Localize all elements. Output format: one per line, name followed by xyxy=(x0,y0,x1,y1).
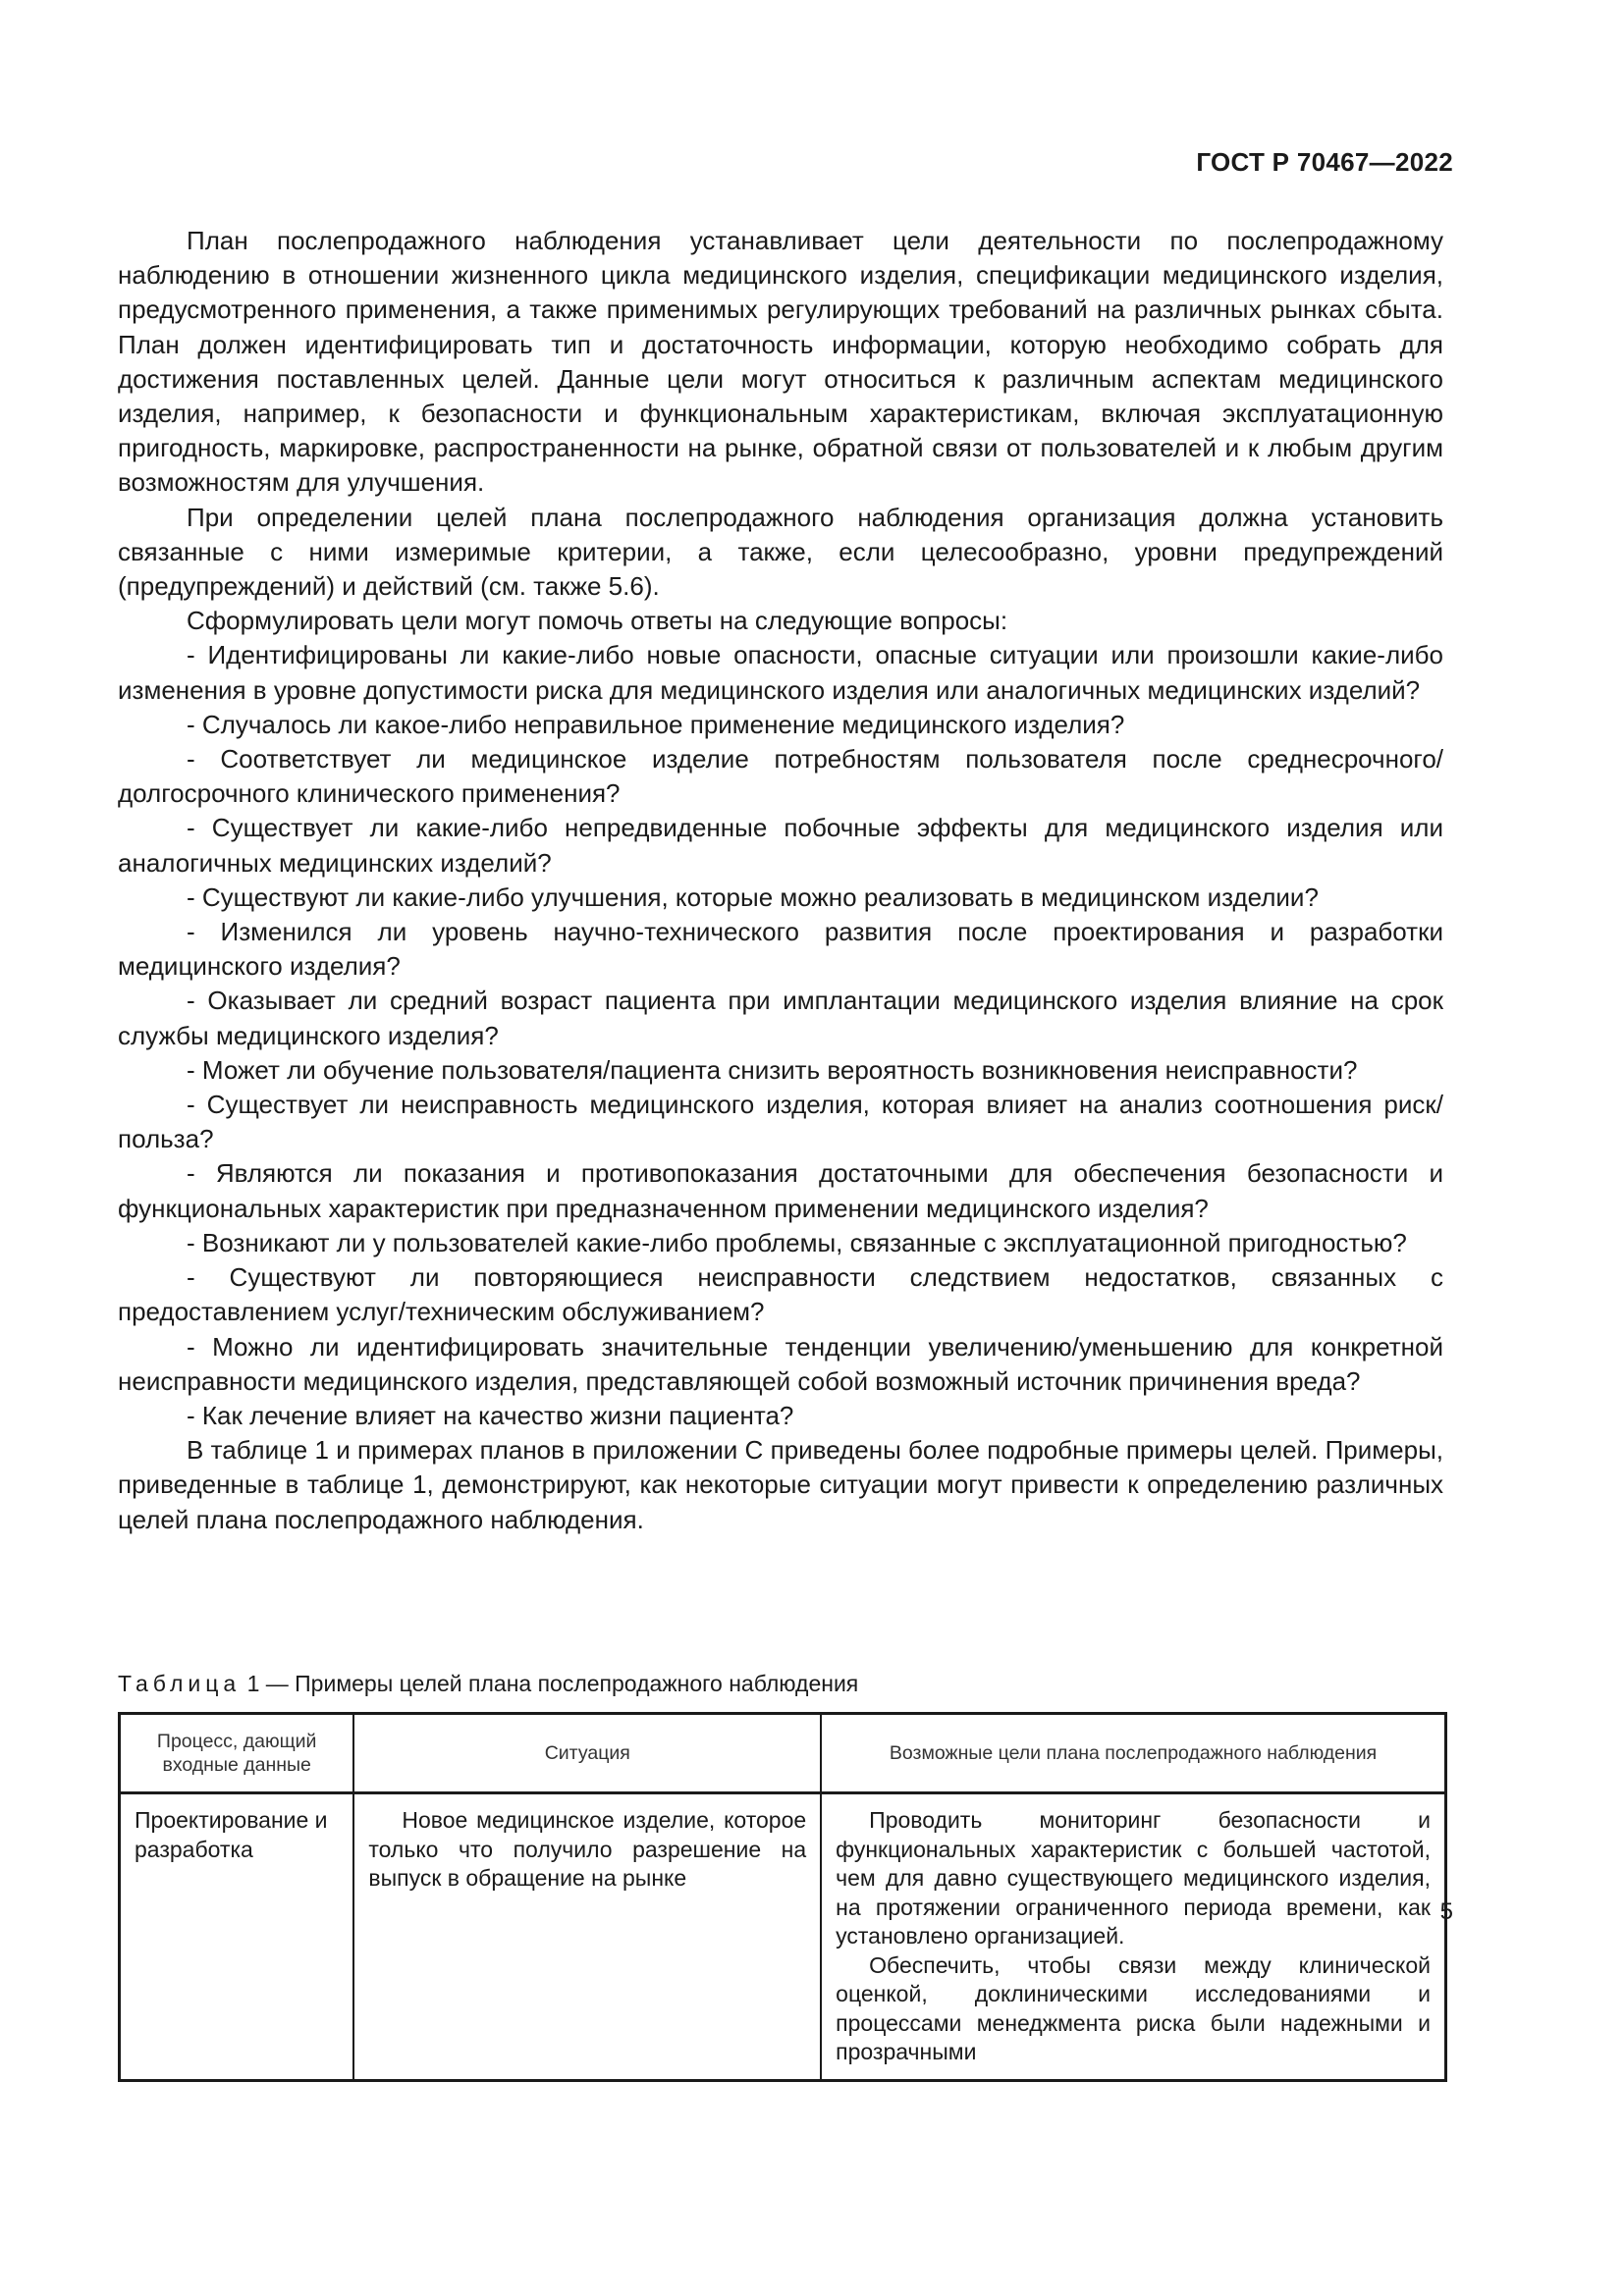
column-header: Процесс, дающий входные данные xyxy=(120,1714,354,1793)
situation-cell xyxy=(353,1793,821,2081)
question-item: - Идентифицированы ли какие-либо новые опасности, опасные ситуации или произошли какие-либо изменения в уровне допустимости риска для медицинского изделия или аналогичных медицинских изделий? xyxy=(118,640,1443,705)
question-item: - Случалось ли какое-либо неправильное применение медицинского изделия? xyxy=(187,709,1125,739)
question-item: - Как лечение влияет на качество жизни пациента? xyxy=(187,1400,794,1430)
page-number: 5 xyxy=(1439,1898,1453,1925)
question-item: - Являются ли показания и противопоказания достаточными для обеспечения безопасности и функциональных характеристик при предназначенном применении медицинского изделия? xyxy=(118,1158,1443,1223)
question-item: - Существует ли неисправность медицинского изделия, которая влияет на анализ соотношения риск/польза? xyxy=(118,1090,1443,1154)
goals-table xyxy=(118,1712,1447,2082)
table-header-row xyxy=(120,1714,1446,1793)
goals-cell xyxy=(821,1793,1445,2081)
table-caption-label: Таблица xyxy=(118,1671,242,1696)
question-item: - Соответствует ли медицинское изделие потребностям пользователя после среднесрочного/долгосрочного клинического применения? xyxy=(118,744,1443,809)
question-item: - Существует ли какие-либо непредвиденные побочные эффекты для медицинского изделия или аналогичных медицинских изделий? xyxy=(118,813,1443,878)
goal-text: Проводить мониторинг безопасности и функциональных характеристик с большей частотой, чем для давно существующего медицинского изделия, на протяжении ограниченного периода времени, как установлено организацией. xyxy=(836,1807,1431,1949)
situation-text: Новое медицинское изделие, которое только что получило разрешение на выпуск в обращение на рынке xyxy=(368,1807,807,1891)
process-cell: Проектирование и разработка xyxy=(120,1793,354,2081)
document-code: ГОСТ Р 70467—2022 xyxy=(1196,147,1453,177)
question-item: - Изменился ли уровень научно-технического развития после проектирования и разработки медицинского изделия? xyxy=(118,917,1443,982)
question-item: - Возникают ли у пользователей какие-либо проблемы, связанные с эксплуатационной пригодностью? xyxy=(187,1227,1407,1257)
body-text xyxy=(118,224,1443,1537)
goal-text: Обеспечить, чтобы связи между клинической оценкой, доклиническими исследованиями и процессами менеджмента риска были надежными и прозрачными xyxy=(836,1951,1431,2064)
column-header: Возможные цели плана послепродажного наблюдения xyxy=(821,1714,1445,1793)
column-header: Ситуация xyxy=(353,1714,821,1793)
table-row xyxy=(120,1793,1446,2081)
paragraph: При определении целей плана послепродажного наблюдения организация должна установить связанные с ними измеримые критерии, а также, если целесообразно, уровни предупреждений (предупреждений) и действий (см. также 5.6). xyxy=(118,502,1443,602)
table-caption xyxy=(118,1669,858,1698)
question-item: - Может ли обучение пользователя/пациента снизить вероятность возникновения неисправности? xyxy=(187,1054,1358,1085)
question-item: - Можно ли идентифицировать значительные тенденции увеличению/уменьшению для конкретной неисправности медицинского изделия, представляющей собой возможный источник причинения вреда? xyxy=(118,1331,1443,1396)
question-item: - Существуют ли какие-либо улучшения, которые можно реализовать в медицинском изделии? xyxy=(187,881,1319,912)
paragraph: Сформулировать цели могут помочь ответы на следующие вопросы: xyxy=(187,606,1008,636)
question-item: - Существуют ли повторяющиеся неисправности следствием недостатков, связанных с предоставлением услуг/техническим обслуживанием? xyxy=(118,1262,1443,1327)
question-item: - Оказывает ли средний возраст пациента при имплантации медицинского изделия влияние на срок службы медицинского изделия? xyxy=(118,986,1443,1050)
paragraph: В таблице 1 и примерах планов в приложении С приведены более подробные примеры целей. Примеры, приведенные в таблице 1, демонстрируют, как некоторые ситуации могут привести к определению различных целей плана послепродажного наблюдения. xyxy=(118,1435,1443,1534)
table-caption-text: 1 — Примеры целей плана послепродажного наблюдения xyxy=(246,1671,859,1696)
paragraph: План послепродажного наблюдения устанавливает цели деятельности по послепродажному наблюдению в отношении жизненного цикла медицинского изделия, спецификации медицинского изделия, предусмотренного применения, а также применимых регулирующих требований на различных рынках сбыта. План должен идентифицировать тип и достаточность информации, которую необходимо собрать для достижения поставленных целей. Данные цели могут относиться к различным аспектам медицинского изделия, например, к безопасности и функциональным характеристикам, включая эксплуатационную пригодность, маркировке, распространенности на рынке, обратной связи от пользователей и к любым другим возможностям для улучшения. xyxy=(118,226,1443,498)
